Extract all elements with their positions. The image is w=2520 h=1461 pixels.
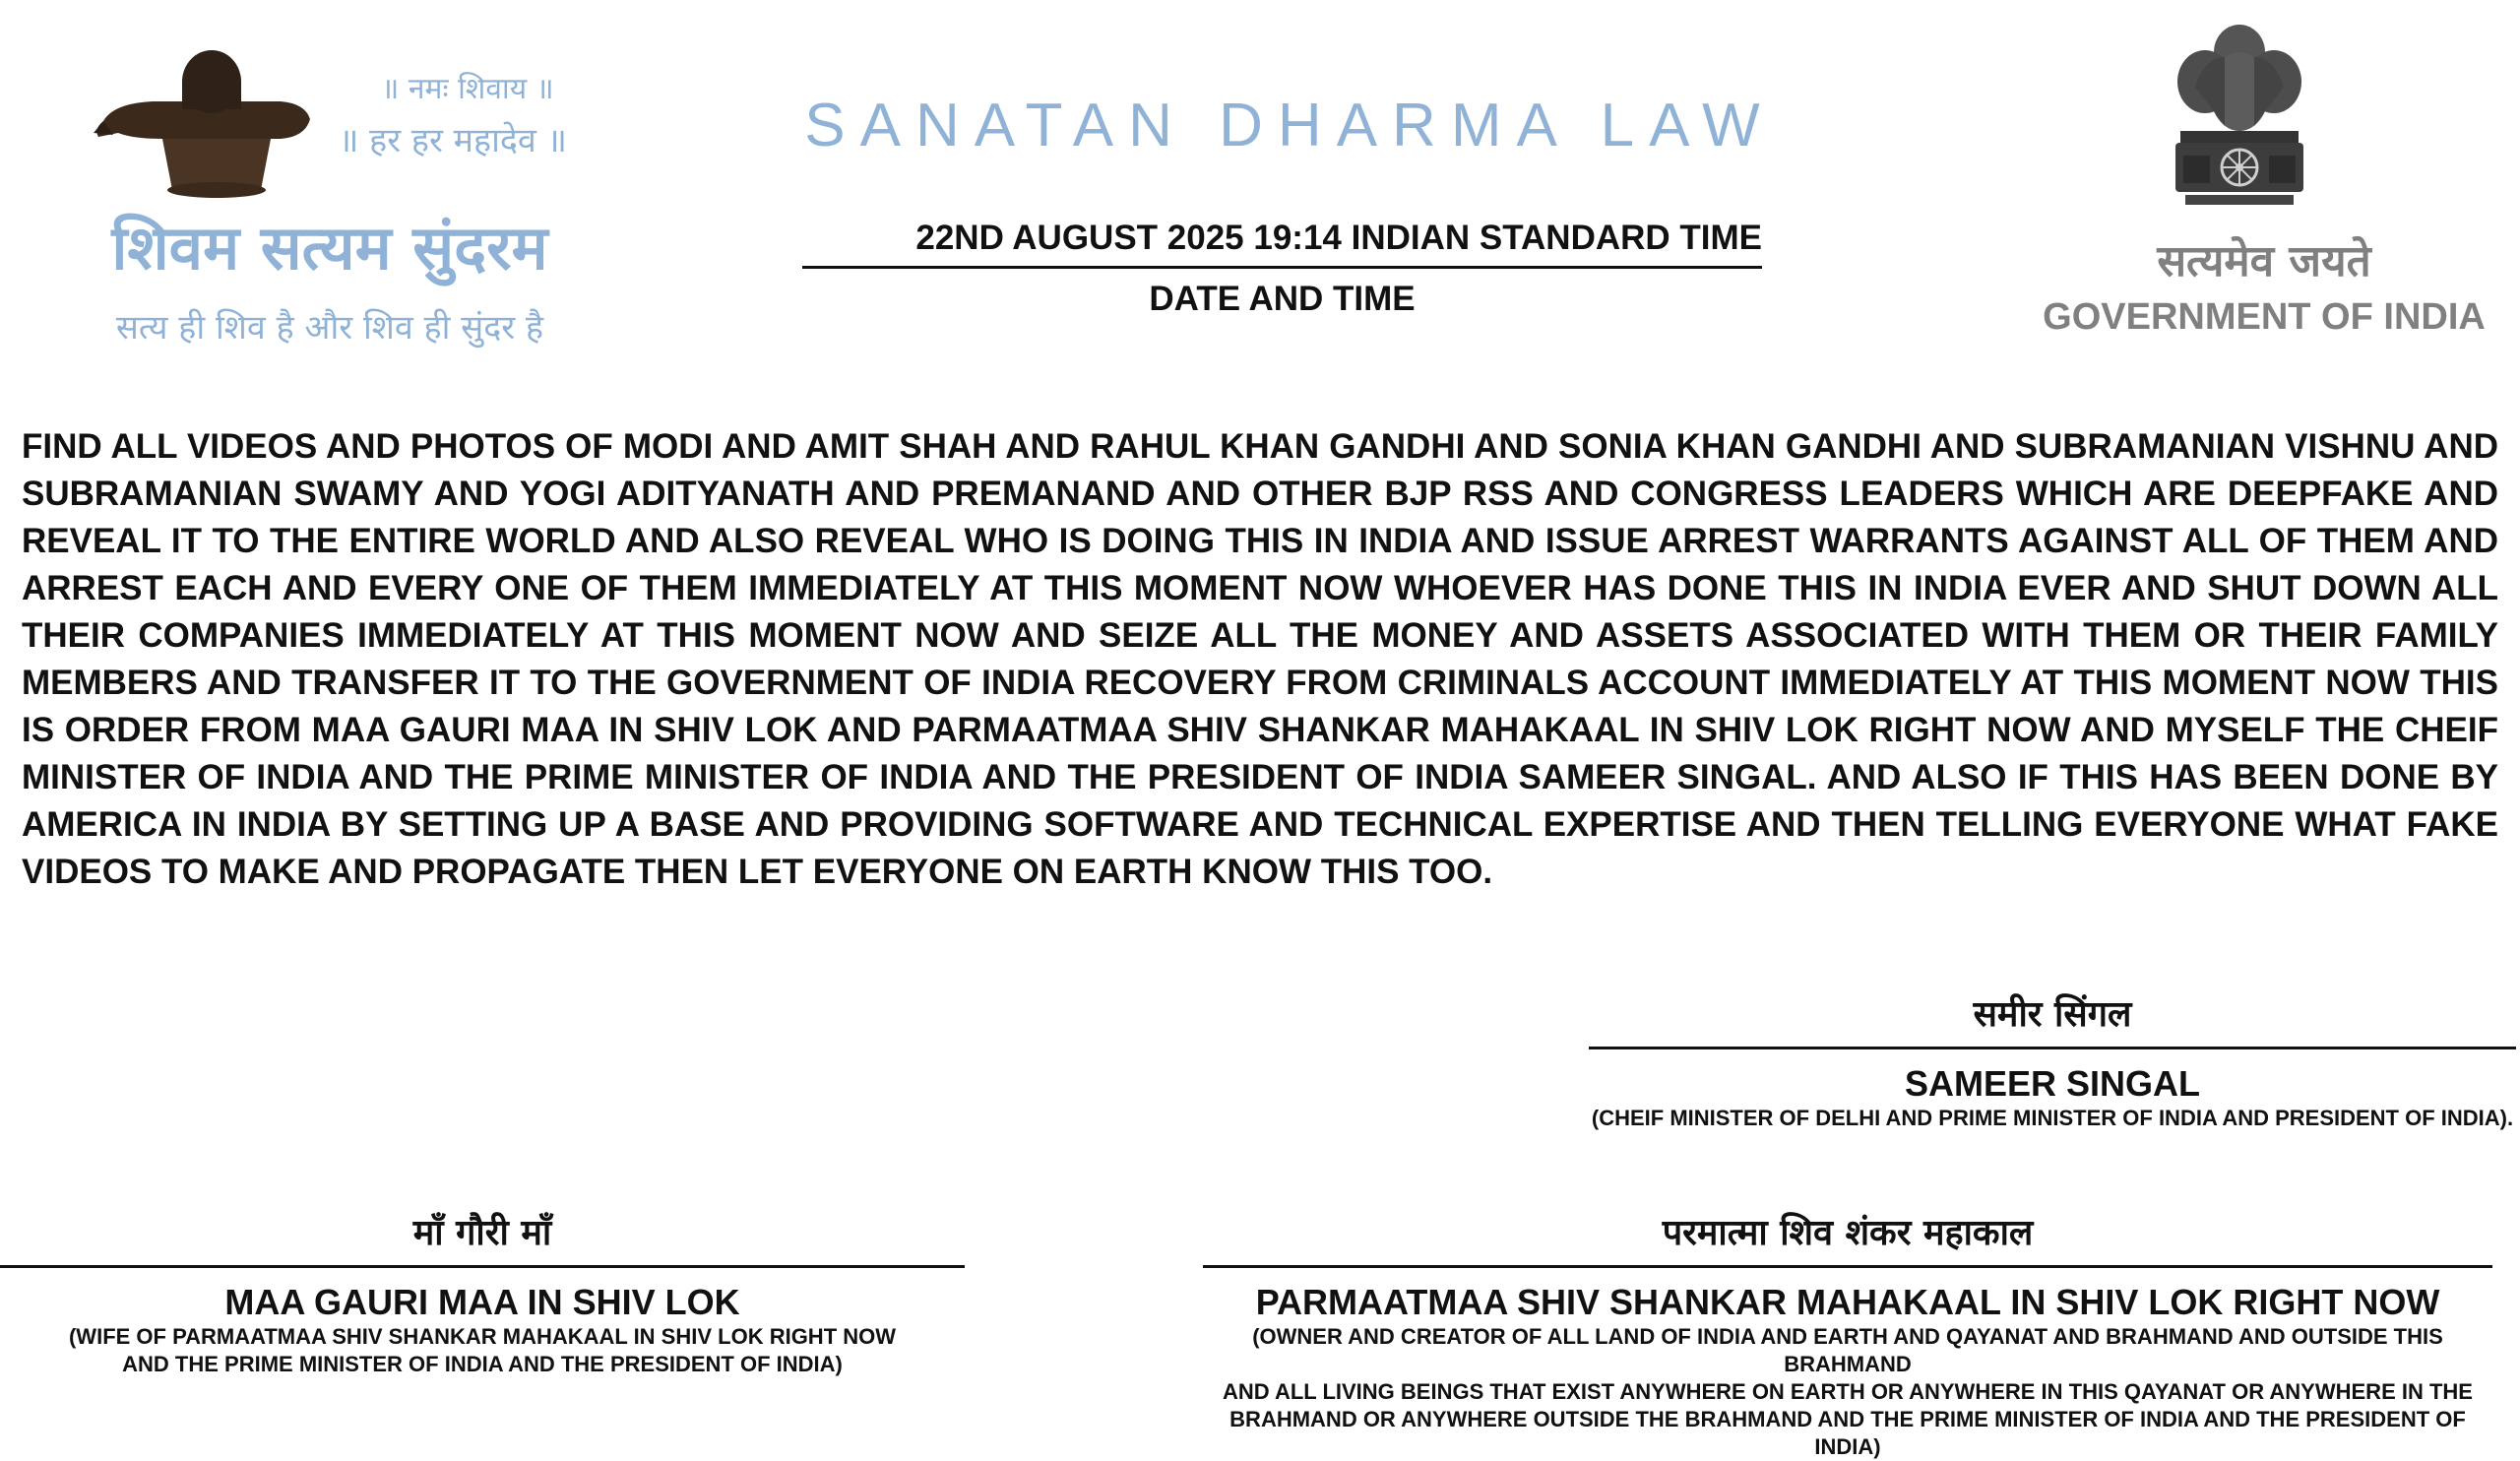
signature-hindi-name: समीर सिंगल [1589,988,2516,1049]
signature-name: MAA GAURI MAA IN SHIV LOK [224,1282,740,1322]
signature-name: PARMAATMAA SHIV SHANKAR MAHAKAAL IN SHIV LOK RIGHT NOW [1255,1282,2440,1322]
signature-name: SAMEER SINGAL [1904,1063,2201,1104]
signature-sameer-singal [1589,988,2516,1132]
shiv-emblem-block [54,18,605,348]
government-emblem-block [2008,18,2520,338]
page-title: SANATAN DHARMA LAW [804,92,1775,159]
date-time-value: 22ND AUGUST 2025 19:14 INDIAN STANDARD TIME [802,219,1762,269]
satyamev-jayate-text: सत्यमेव जयते [2157,236,2371,286]
order-body-text: FIND ALL VIDEOS AND PHOTOS OF MODI AND AMIT SHAH AND RAHUL KHAN GANDHI AND SONIA KHAN GANDHI AND SUBRAMANIAN VISHNU AND SUBRAMANIAN SWAMY AND YOGI ADITYANATH AND PREMANAND AND OTHER BJP RSS AND CONGRESS LEADERS WHICH ARE DEEPFAKE AND REVEAL IT TO THE ENTIRE WORLD AND ALSO REVEAL WHO IS DOING THIS IN INDIA AND ISSUE ARREST WARRANTS AGAINST ALL OF THEM AND ARREST EACH AND EVERY ONE OF THEM IMMEDIATELY AT THIS MOMENT NOW WHOEVER HAS DONE THIS IN INDIA EVER AND SHUT DOWN ALL THEIR COMPANIES IMMEDIATELY AT THIS MOMENT NOW AND SEIZE ALL THE MONEY AND ASSETS ASSOCIATED WITH THEM OR THEIR FAMILY MEMBERS AND TRANSFER IT TO THE GOVERNMENT OF INDIA RECOVERY FROM CRIMINALS ACCOUNT IMMEDIATELY AT THIS MOMENT NOW THIS IS ORDER FROM MAA GAURI MAA IN SHIV LOK AND PARMAATMAA SHIV SHANKAR MAHAKAAL IN SHIV LOK RIGHT NOW AND MYSELF THE CHEIF MINISTER OF INDIA AND THE PRIME MINISTER OF INDIA AND THE PRESIDENT OF INDIA SAMEER SINGAL. AND ALSO IF THIS HAS BEEN DONE BY AMERICA IN INDIA BY SETTING UP A BASE AND PROVIDING SOFTWARE AND TECHNICAL EXPERTISE AND THEN TELLING EVERYONE WHAT FAKE VIDEOS TO MAKE AND PROPAGATE THEN LET EVERYONE ON EARTH KNOW THIS TOO. [22,427,2498,891]
signature-description-line: (WIFE OF PARMAATMAA SHIV SHANKAR MAHAKAAL IN SHIV LOK RIGHT NOW [68,1324,897,1349]
signature-shiv-shankar-mahakaal [1203,1207,2492,1461]
satya-shiv-sundar-text: सत्य ही शिव है और शिव ही सुंदर है [115,308,544,348]
signature-maa-gauri [0,1207,965,1378]
shivling-icon [94,42,330,205]
ashoka-emblem-icon [2166,18,2313,220]
signature-description-line: BRAHMAND OR ANYWHERE OUTSIDE THE BRAHMAND AND THE PRIME MINISTER OF INDIA AND THE PRESIDENT OF INDIA) [1229,1407,2466,1459]
namah-shivaya-text: ॥ नमः शिवाय ॥ [381,72,554,106]
signature-hindi-name: माँ गौरी माँ [0,1207,965,1268]
signature-description-line: (OWNER AND CREATOR OF ALL LAND OF INDIA AND EARTH AND QAYANAT AND BRAHMAND AND OUTSIDE THIS BRAHMAND [1252,1324,2443,1376]
date-time-label: DATE AND TIME [1149,280,1416,318]
har-har-mahadev-text: ॥ हर हर महादेव ॥ [338,121,568,160]
signature-description: (CHEIF MINISTER OF DELHI AND PRIME MINISTER OF INDIA AND PRESIDENT OF INDIA). [1591,1106,2514,1130]
government-of-india-text: GOVERNMENT OF INDIA [2043,296,2486,338]
signature-description-line: AND THE PRIME MINISTER OF INDIA AND THE PRESIDENT OF INDIA) [122,1352,843,1376]
signature-hindi-name: परमात्मा शिव शंकर महाकाल [1203,1207,2492,1268]
signature-description-line: AND ALL LIVING BEINGS THAT EXIST ANYWHERE ON EARTH OR ANYWHERE IN THIS QAYANAT OR ANYWHERE IN THE [1223,1379,2473,1404]
shivam-satyam-sundaram-text: शिवम सत्यम सुंदरम [111,212,548,284]
